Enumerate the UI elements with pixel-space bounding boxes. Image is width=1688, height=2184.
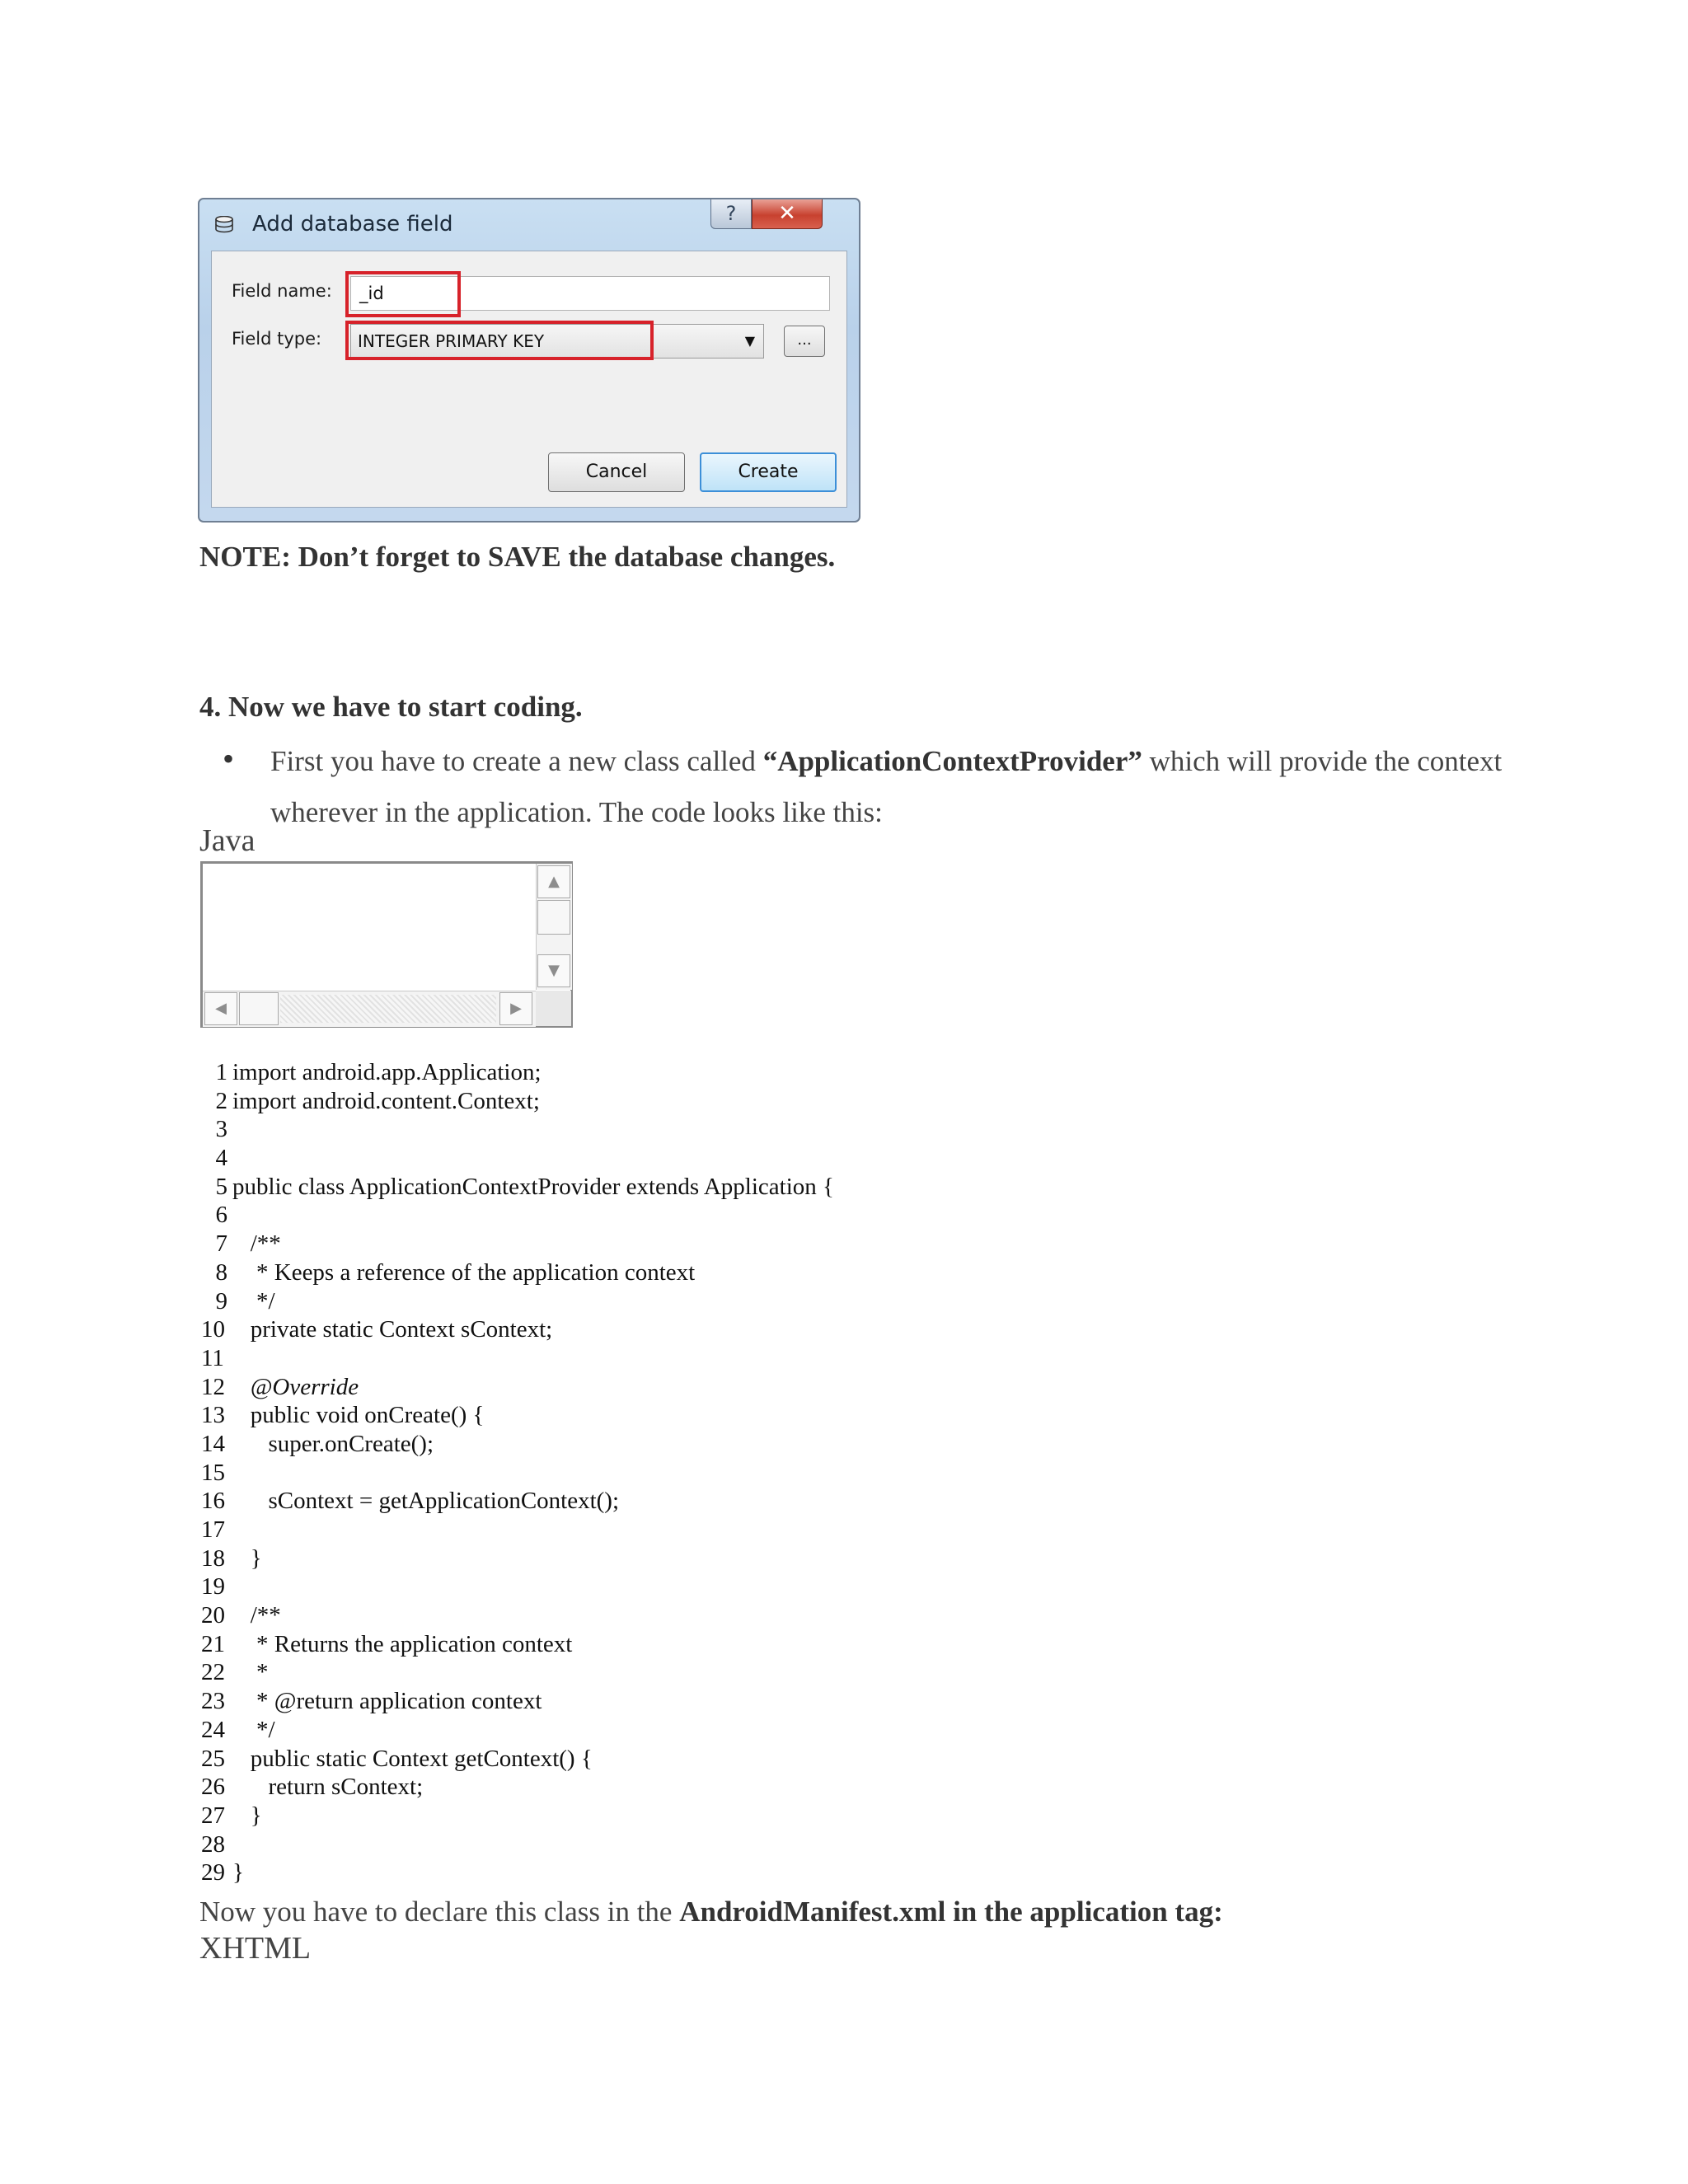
line-number: 24	[201, 1716, 225, 1743]
line-number: 21	[201, 1630, 225, 1657]
line-number: 6	[215, 1202, 227, 1229]
browse-button[interactable]: ...	[784, 326, 825, 357]
line-text: super.onCreate();	[232, 1430, 434, 1457]
line-text: * Keeps a reference of the application context	[232, 1258, 696, 1286]
line-text: return sContext;	[232, 1774, 424, 1801]
line-text: /**	[232, 1602, 281, 1629]
line-number: 10	[201, 1316, 225, 1343]
horizontal-scroll-track[interactable]	[280, 995, 496, 1023]
line-number: 23	[201, 1688, 225, 1715]
field-name-label: Field name:	[232, 281, 332, 301]
code-language-label: Java	[199, 823, 256, 858]
bullet-marker: •	[223, 740, 235, 777]
dialog-titlebar	[199, 199, 859, 249]
line-number: 14	[201, 1430, 225, 1457]
field-type-value: INTEGER PRIMARY KEY	[358, 331, 545, 351]
line-number: 2	[215, 1087, 227, 1114]
field-type-highlight	[345, 321, 654, 360]
line-text: private static Context sContext;	[232, 1316, 553, 1343]
line-number: 1	[215, 1059, 227, 1085]
line-text: public static Context getContext() {	[232, 1745, 593, 1772]
scrollbar-corner	[536, 991, 571, 1026]
step-heading: 4. Now we have to start coding.	[199, 691, 583, 723]
scroll-down-icon[interactable]: ▼	[537, 954, 570, 987]
line-text: import android.app.Application;	[232, 1059, 542, 1085]
code-view-box	[200, 861, 573, 1028]
field-type-label: Field type:	[232, 329, 322, 349]
class-name: “ApplicationContextProvider”	[762, 745, 1142, 777]
manifest-text-bold: AndroidManifest.xml in the application tag:	[679, 1896, 1223, 1928]
field-name-value: _id	[359, 284, 384, 303]
add-database-field-dialog	[198, 198, 860, 523]
dialog-body	[211, 251, 847, 508]
bullet-text-before: First you have to create a new class called	[270, 745, 763, 777]
line-text: }	[232, 1802, 262, 1829]
line-number: 29	[201, 1859, 225, 1886]
manifest-instruction	[199, 1896, 1223, 1929]
line-number: 15	[201, 1459, 225, 1486]
save-note: NOTE: Don’t forget to SAVE the database changes.	[199, 541, 836, 573]
line-text: sContext = getApplicationContext();	[232, 1488, 620, 1515]
line-number: 9	[215, 1287, 227, 1315]
line-text: @Override	[232, 1373, 359, 1400]
scroll-left-icon[interactable]: ◀	[204, 992, 237, 1025]
line-text: }	[232, 1544, 262, 1572]
line-number: 19	[201, 1573, 225, 1601]
line-number: 12	[201, 1373, 225, 1400]
line-number: 5	[215, 1173, 227, 1200]
line-text: public class ApplicationContextProvider extends Application {	[232, 1173, 834, 1200]
line-number: 13	[201, 1402, 225, 1429]
horizontal-scroll-thumb[interactable]	[239, 992, 279, 1025]
vertical-scroll-thumb[interactable]	[537, 900, 570, 935]
manifest-text-before: Now you have to declare this class in the	[199, 1896, 680, 1928]
line-text: public void onCreate() {	[232, 1402, 485, 1429]
dialog-title: Add database field	[252, 212, 453, 237]
line-number: 16	[201, 1488, 225, 1515]
line-text: /**	[232, 1230, 281, 1258]
help-button[interactable]: ?	[710, 199, 752, 229]
line-text: * @return application context	[232, 1688, 542, 1715]
vertical-scrollbar[interactable]	[536, 864, 572, 990]
line-text: }	[232, 1859, 244, 1886]
field-name-highlight	[345, 271, 461, 317]
xhtml-language-label: XHTML	[199, 1931, 312, 1966]
line-number: 18	[201, 1544, 225, 1572]
line-number: 25	[201, 1745, 225, 1772]
line-text: * Returns the application context	[232, 1630, 573, 1657]
create-button[interactable]: Create	[700, 452, 837, 492]
line-number: 8	[215, 1258, 227, 1286]
line-number: 7	[215, 1230, 227, 1258]
line-text: *	[232, 1659, 269, 1686]
line-number: 22	[201, 1659, 225, 1686]
scroll-up-icon[interactable]: ▲	[537, 865, 570, 898]
line-number: 3	[215, 1116, 227, 1143]
bullet-text-after: which will provide the context wherever in the application. The code looks like this:	[270, 745, 1503, 828]
line-number: 11	[201, 1344, 224, 1371]
line-text: */	[232, 1716, 275, 1743]
line-text: */	[232, 1287, 275, 1315]
line-number: 26	[201, 1774, 225, 1801]
line-number: 17	[201, 1516, 225, 1543]
line-number: 4	[215, 1145, 227, 1172]
line-number: 20	[201, 1602, 225, 1629]
database-icon	[214, 216, 234, 234]
horizontal-scrollbar[interactable]	[203, 991, 536, 1027]
line-text: import android.content.Context;	[232, 1087, 540, 1114]
scroll-right-icon[interactable]: ▶	[499, 992, 532, 1025]
cancel-button[interactable]: Cancel	[548, 452, 685, 492]
close-button[interactable]: ✕	[752, 199, 823, 229]
chevron-down-icon: ▼	[744, 333, 755, 349]
line-number: 27	[201, 1802, 225, 1829]
line-number: 28	[201, 1830, 225, 1858]
bullet-paragraph	[270, 736, 1507, 838]
